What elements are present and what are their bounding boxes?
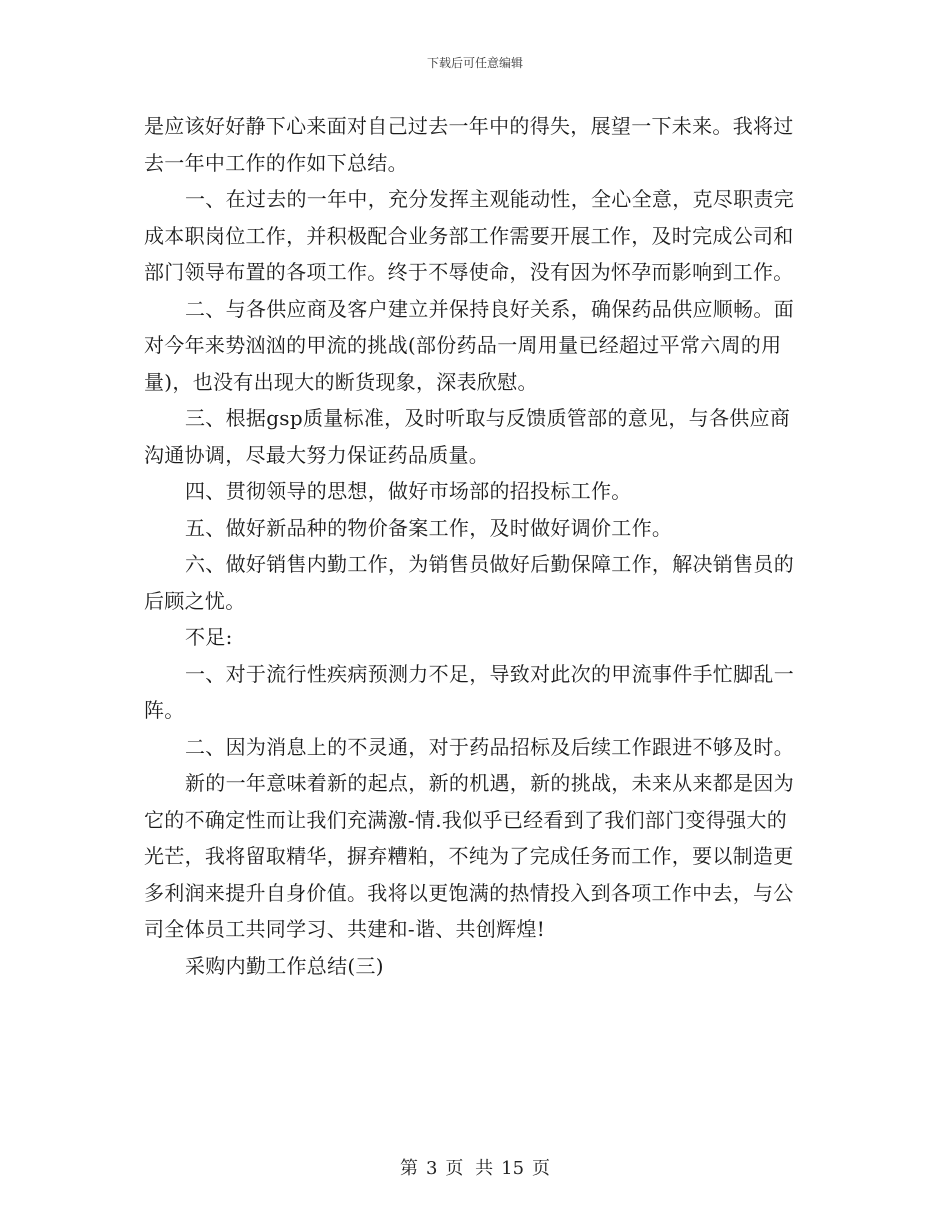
- page-number-footer: [0, 1154, 950, 1180]
- paragraph: 二、与各供应商及客户建立并保持良好关系，确保药品供应顺畅。面对今年来势汹汹的甲流的挑战(部份药品一周用量已经超过平常六周的用量)，也没有出现大的断货现象，深表欣慰。: [144, 296, 794, 394]
- document-body: [144, 108, 802, 984]
- paragraph: 新的一年意味着新的起点，新的机遇，新的挑战，未来从来都是因为它的不确定性而让我们充满激-情.我似乎已经看到了我们部门变得强大的光芒，我将留取精华，摒弃糟粕，不纯为了完成任务而工作，要以制造更多利润来提升自身价值。我将以更饱满的热情投入到各项工作中去，与公司全体员工共同学习、共建和-谐、共创辉煌!: [144, 771, 794, 941]
- section-heading: 不足:: [185, 625, 233, 649]
- paragraph: 四、贯彻领导的思想，做好市场部的招投标工作。: [185, 479, 632, 503]
- footer-prefix: 第: [399, 1158, 418, 1179]
- paragraph: 三、根据gsp质量标准，及时听取与反馈质管部的意见，与各供应商沟通协调，尽最大努力保证药品质量。: [144, 406, 791, 467]
- paragraph: 五、做好新品种的物价备案工作，及时做好调价工作。: [185, 515, 673, 540]
- footer-page-number: 3: [425, 1158, 438, 1179]
- paragraph: 是应该好好静下心来面对自己过去一年中的得失，展望一下未来。我将过去一年中工作的作如下总结。: [144, 114, 794, 175]
- paragraph: 一、对于流行性疾病预测力不足，导致对此次的甲流事件手忙脚乱一阵。: [144, 661, 794, 722]
- footer-suffix: 页: [532, 1158, 551, 1179]
- section-title: 采购内勤工作总结(三): [185, 953, 384, 978]
- footer-total-pages: 15: [501, 1158, 525, 1179]
- paragraph: 一、在过去的一年中，充分发挥主观能动性，全心全意，克尽职责完成本职岗位工作，并积极配合业务部工作需要开展工作，及时完成公司和部门领导布置的各项工作。终于不辱使命，没有因为怀孕而影响到工作。: [144, 187, 794, 284]
- paragraph: 六、做好销售内勤工作，为销售员做好后勤保障工作，解决销售员的后顾之忧。: [144, 552, 794, 613]
- footer-middle: 页 共: [445, 1158, 494, 1179]
- paragraph: 二、因为消息上的不灵通，对于药品招标及后续工作跟进不够及时。: [185, 734, 794, 759]
- page-header: 下载后可任意编辑: [426, 56, 523, 70]
